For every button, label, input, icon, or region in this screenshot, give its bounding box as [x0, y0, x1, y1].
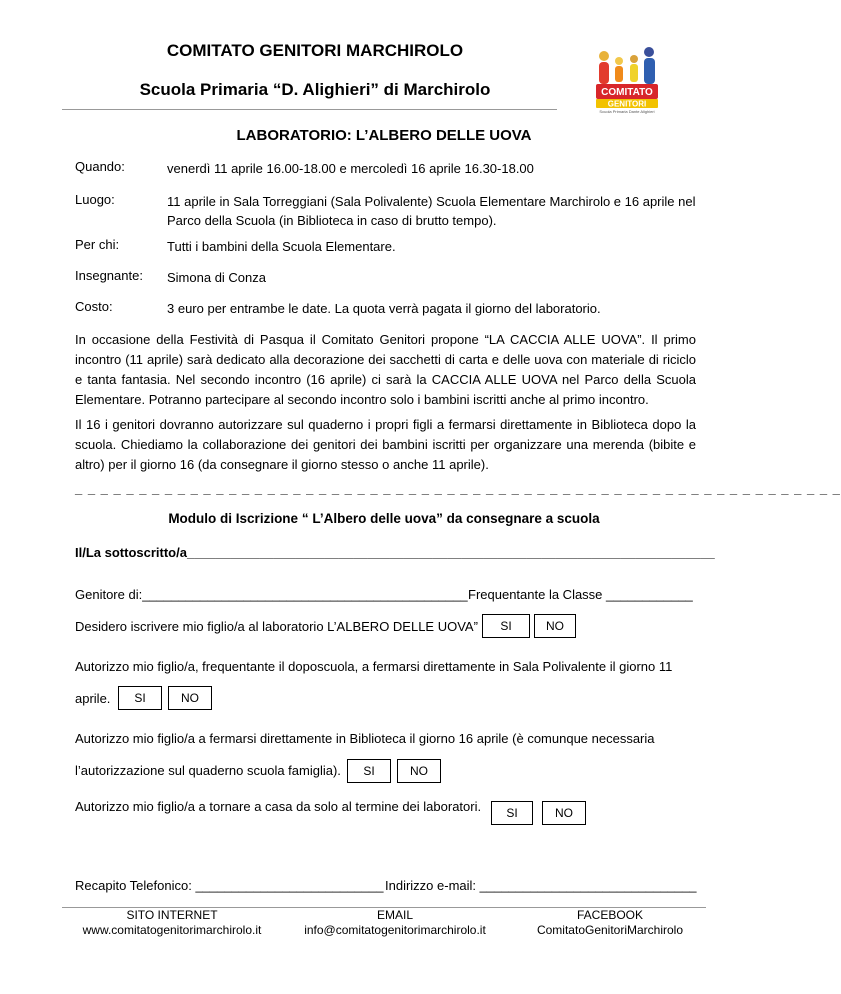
email-field[interactable]: Indirizzo e-mail: ______________________________: [385, 878, 697, 893]
parent-of-field[interactable]: Genitore di:_____________________________________________: [75, 587, 468, 602]
signer-field[interactable]: Il/La sottoscritto/a_________________________________________________________________________: [75, 545, 715, 560]
enroll-yes-box[interactable]: SI: [482, 614, 530, 638]
library-no-box[interactable]: NO: [397, 759, 441, 783]
question-go-home: Autorizzo mio figlio/a a tornare a casa da solo al termine dei laboratori.: [75, 799, 482, 814]
label-insegnante: Insegnante:: [75, 268, 143, 283]
label-quando: Quando:: [75, 159, 125, 174]
footer-email-address[interactable]: info@comitatogenitorimarchirolo.it: [304, 923, 486, 937]
authorization-paragraph: Il 16 i genitori dovranno autorizzare sul quaderno i propri figli a fermarsi direttamente in Biblioteca dopo la scuola. Chiediamo la collaborazione dei genitori dei bambini iscritti per organizzare una merenda (bibite e altro) per il giorno 16 (da consegnare il giorno stesso o anche 11 aprile).: [75, 417, 696, 472]
enroll-no-box[interactable]: NO: [534, 614, 576, 638]
value-insegnante: Simona di Conza: [167, 270, 266, 285]
label-per-chi: Per chi:: [75, 237, 120, 252]
footer-site-url[interactable]: www.comitatogenitorimarchirolo.it: [82, 923, 262, 937]
logo-word-comitato: COMITATO: [601, 87, 653, 98]
class-field[interactable]: Frequentante la Classe ____________: [468, 587, 693, 602]
question-library: Autorizzo mio figlio/a a fermarsi direttamente in Biblioteca il giorno 16 aprile (è comunque necessaria: [75, 731, 655, 746]
header-divider: [62, 109, 557, 110]
question-afterschool: Autorizzo mio figlio/a, frequentante il doposcuola, a fermarsi direttamente in Sala Polivalente il giorno 11: [75, 659, 673, 674]
footer-facebook: [515, 908, 705, 938]
comitato-genitori-logo: [590, 40, 664, 114]
question-afterschool-cont: aprile.: [75, 691, 111, 706]
page-title: LABORATORIO: L’ALBERO DELLE UOVA: [236, 127, 532, 144]
value-per-chi: Tutti i bambini della Scuola Elementare.: [167, 239, 396, 254]
footer-facebook-label: FACEBOOK: [576, 908, 644, 922]
go-home-no-box[interactable]: NO: [542, 801, 586, 825]
footer-email-label: EMAIL: [376, 908, 413, 922]
question-library-cont: l’autorizzazione sul quaderno scuola famiglia).: [75, 763, 341, 778]
question-enroll: Desidero iscrivere mio figlio/a al laboratorio L’ALBERO DELLE UOVA”: [75, 619, 478, 634]
go-home-yes-box[interactable]: SI: [491, 801, 533, 825]
form-title: Modulo di Iscrizione “ L’Albero delle uova” da consegnare a scuola: [168, 511, 600, 526]
library-yes-box[interactable]: SI: [347, 759, 391, 783]
footer-site: [62, 908, 282, 938]
org-title: COMITATO GENITORI MARCHIROLO: [166, 41, 464, 60]
value-quando: venerdì 11 aprile 16.00-18.00 e mercoledì 16 aprile 16.30-18.00: [167, 161, 534, 176]
value-luogo: 11 aprile in Sala Torreggiani (Sala Polivalente) Scuola Elementare Marchirolo e 16 aprile nel Parco della Scuola (in Biblioteca in caso di brutto tempo).: [167, 194, 696, 228]
footer-email: [290, 908, 500, 938]
label-luogo: Luogo:: [75, 192, 115, 207]
phone-field[interactable]: Recapito Telefonico: __________________________: [75, 878, 384, 893]
logo-word-genitori: GENITORI: [607, 99, 647, 109]
cut-line: _ _ _ _ _ _ _ _ _ _ _ _ _ _ _ _ _ _ _ _ _ _ _ _ _ _ _ _ _ _ _ _ _ _ _ _ _ _ _ _ _ _ _ _ _ _ _ _ _ _ _ _ _ _ _ _ _ _ _ _: [75, 481, 841, 496]
intro-paragraph: In occasione della Festività di Pasqua il Comitato Genitori propone “LA CACCIA ALLE UOVA”. Il primo incontro (11 aprile) sarà dedicato alla decorazione dei sacchetti di carta e delle uova con materiale di riciclo e tanta fantasia. Nel secondo incontro (16 aprile) ci sarà la CACCIA ALLE UOVA nel Parco della Scuola Elementare. Potranno partecipare al secondo incontro solo i bambini iscritti anche al primo incontro.: [75, 332, 696, 407]
footer-site-label: SITO INTERNET: [126, 908, 218, 922]
afterschool-no-box[interactable]: NO: [168, 686, 212, 710]
value-costo: 3 euro per entrambe le date. La quota verrà pagata il giorno del laboratorio.: [167, 301, 601, 316]
footer-facebook-page[interactable]: ComitatoGenitoriMarchirolo: [536, 923, 684, 937]
label-costo: Costo:: [75, 299, 113, 314]
logo-caption: Scuola Primaria Dante Alighieri: [599, 109, 655, 114]
school-title: Scuola Primaria “D. Alighieri” di Marchirolo: [139, 80, 491, 99]
afterschool-yes-box[interactable]: SI: [118, 686, 162, 710]
